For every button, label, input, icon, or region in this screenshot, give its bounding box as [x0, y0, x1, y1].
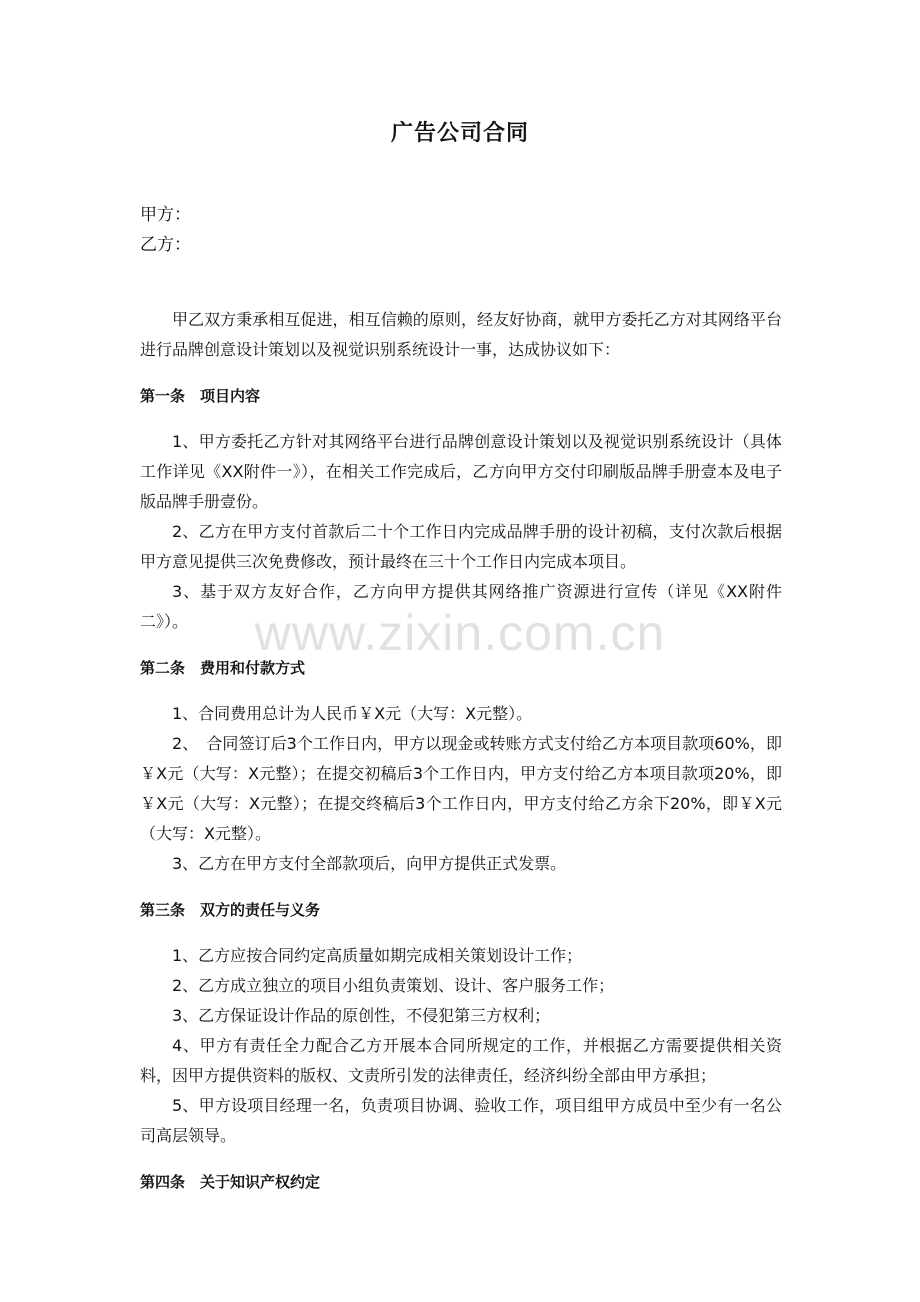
- document-body: [140, 200, 782, 1197]
- section-2-item-1: 1、合同费用总计为人民币￥X元（大写：X元整）。: [172, 704, 533, 723]
- section-1-heading: 第一条 项目内容: [140, 387, 261, 405]
- section-3-item-1: 1、乙方应按合同约定高质量如期完成相关策划设计工作；: [172, 946, 583, 965]
- section-2-item-3: 3、乙方在甲方支付全部款项后，向甲方提供正式发票。: [172, 854, 567, 873]
- section-1-item-3: 3、基于双方友好合作，乙方向甲方提供其网络推广资源进行宣传（详见《XX附件二》）。: [140, 582, 782, 631]
- intro-paragraph: 甲乙双方秉承相互促进，相互信赖的原则，经友好协商，就甲方委托乙方对其网络平台进行品牌创意设计策划以及视觉识别系统设计一事，达成协议如下：: [140, 310, 782, 359]
- section-3-heading: 第三条 双方的责任与义务: [140, 901, 321, 919]
- section-1-item-1: 1、甲方委托乙方针对其网络平台进行品牌创意设计策划以及视觉识别系统设计（具体工作详见《XX附件一》），在相关工作完成后，乙方向甲方交付印刷版品牌手册壹本及电子版品牌手册壹份。: [140, 432, 782, 511]
- section-3-item-3: 3、乙方保证设计作品的原创性，不侵犯第三方权利；: [172, 1006, 551, 1025]
- section-3-item-2: 2、乙方成立独立的项目小组负责策划、设计、客户服务工作；: [172, 976, 615, 995]
- section-1-item-2: 2、乙方在甲方支付首款后二十个工作日内完成品牌手册的设计初稿，支付次款后根据甲方意见提供三次免费修改，预计最终在三十个工作日内完成本项目。: [140, 522, 782, 571]
- section-2-item-2: 2、 合同签订后3个工作日内，甲方以现金或转账方式支付给乙方本项目款项60%，即￥X元（大写：X元整）；在提交初稿后3个工作日内，甲方支付给乙方本项目款项20%，即￥X元（大写：X元整）；在提交终稿后3个工作日内，甲方支付给乙方余下20%，即￥X元（大写：X元整）。: [140, 734, 782, 843]
- section-4-heading: 第四条 关于知识产权约定: [140, 1173, 321, 1191]
- section-3-item-4: 4、甲方有责任全力配合乙方开展本合同所规定的工作，并根据乙方需要提供相关资料，因甲方提供资料的版权、文责所引发的法律责任，经济纠纷全部由甲方承担；: [140, 1036, 782, 1085]
- watermark-text: www.zixin.com.cn: [254, 605, 666, 661]
- section-3-item-5: 5、甲方设项目经理一名，负责项目协调、验收工作，项目组甲方成员中至少有一名公司高层领导。: [140, 1096, 782, 1145]
- section-2-heading: 第二条 费用和付款方式: [140, 659, 306, 677]
- document-title: 广告公司合同: [390, 121, 529, 146]
- party-b-line: 乙方：: [140, 235, 191, 255]
- party-a-line: 甲方：: [140, 205, 191, 225]
